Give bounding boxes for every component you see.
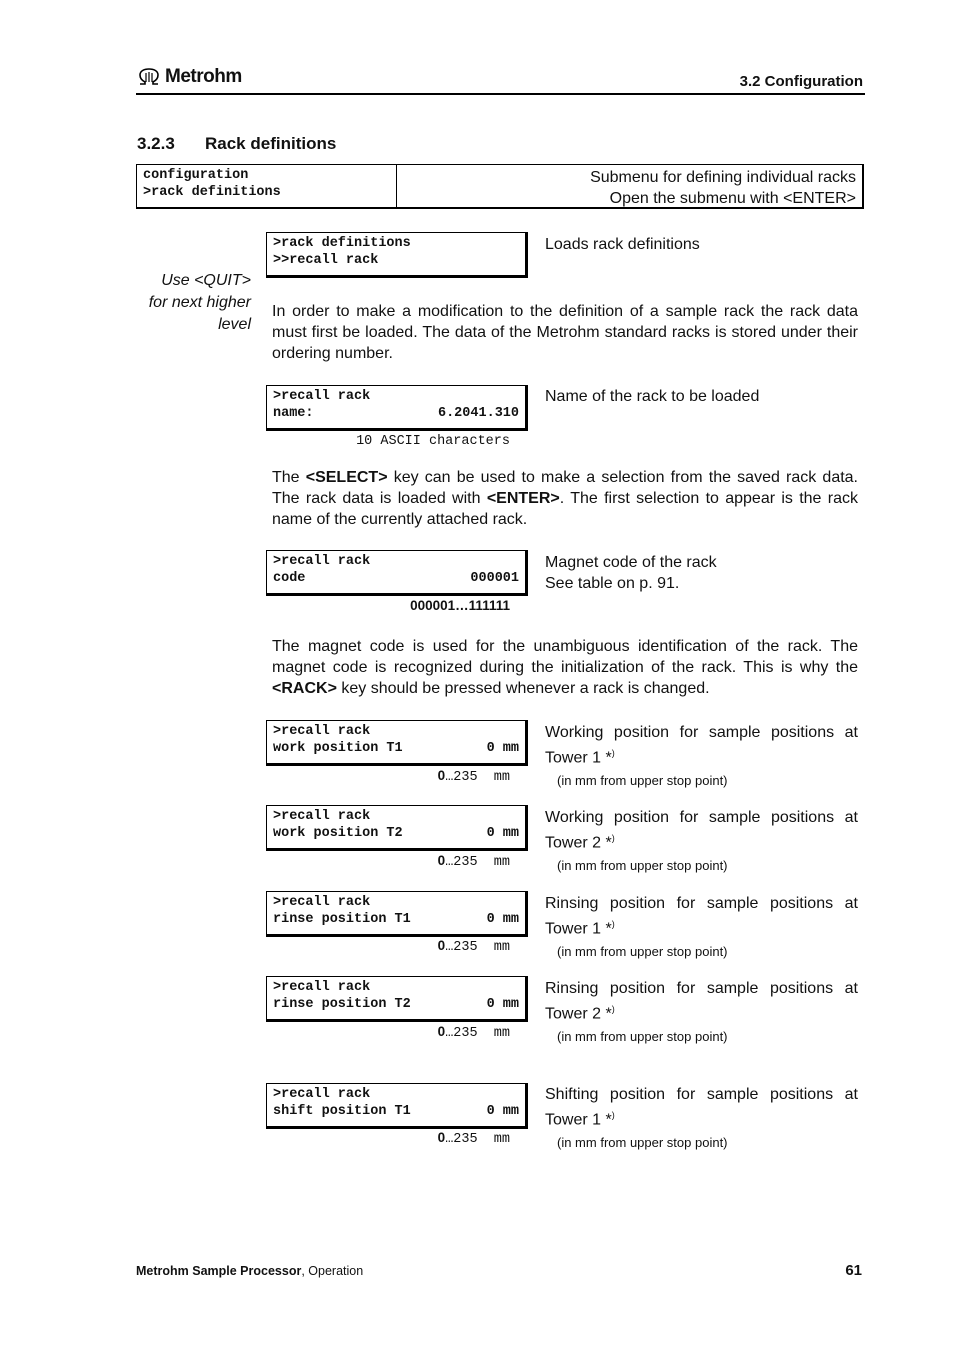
body-paragraph: In order to make a modification to the definition of a sample rack the rack data must first be loaded. The data of the Metrohm standard racks is stored under their ordering number. (272, 303, 858, 362)
body-paragraph (272, 636, 858, 699)
menu-path-line-2: >rack definitions (143, 185, 281, 200)
lcd-line-2-value: 0 mm (486, 741, 519, 756)
range-min: 0 (437, 938, 446, 953)
para-text: The magnet code is used for the unambiguous identification of the rack. The magnet code is recognized during the initialization of the rack. This is why the (272, 638, 858, 676)
lcd-display (266, 720, 528, 766)
value-range (410, 598, 510, 613)
lcd-description: Loads rack definitions (545, 236, 700, 253)
para-text: key can be used to make a selection from the saved rack data. The rack data is loaded with (272, 469, 859, 507)
lcd-line-2-label: work position T2 (273, 826, 403, 841)
menu-path-line-1: configuration (143, 168, 249, 183)
lcd-line-2-value: 0 mm (486, 1104, 519, 1119)
lcd-description (545, 978, 858, 1047)
lcd-line-2-value: 000001 (470, 571, 519, 586)
range-min: 0 (437, 768, 446, 783)
key-enter: <ENTER> (486, 490, 560, 507)
lcd-line-1: >recall rack (273, 554, 371, 569)
margin-note (100, 270, 251, 336)
desc-text: Working position for sample positions at Tower 2 * (545, 809, 858, 852)
lcd-line-2-value: 0 mm (486, 826, 519, 841)
range-text: 10 ASCII characters (356, 434, 510, 449)
lcd-line-2-label: rinse position T1 (273, 912, 411, 927)
desc-note: (in mm from upper stop point) (557, 944, 728, 960)
menu-desc-line-1: Submenu for defining individual racks (590, 169, 856, 186)
value-range (356, 432, 510, 449)
desc-note: (in mm from upper stop point) (557, 1029, 728, 1045)
lcd-line-1: >recall rack (273, 895, 371, 910)
range-text: 000001…111111 (410, 598, 510, 613)
para-text: key should be pressed whenever a rack is changed. (336, 680, 710, 697)
desc-text: Rinsing position for sample positions at Tower 2 * (545, 980, 858, 1023)
lcd-line-2-label: rinse position T2 (273, 997, 411, 1012)
footer-title (136, 1264, 363, 1278)
menu-path-cell (137, 165, 397, 207)
body-paragraph (272, 467, 858, 530)
range-min: 0 (437, 853, 446, 868)
range-rest: …235 mm (445, 1026, 510, 1041)
section-title: Rack definitions (205, 134, 337, 153)
footnote-mark: ) (611, 833, 615, 843)
lcd-line-1: >recall rack (273, 809, 371, 824)
footnote-mark: ) (611, 748, 615, 758)
desc-note: (in mm from upper stop point) (557, 773, 728, 789)
value-range (438, 938, 510, 955)
lcd-display (266, 232, 528, 278)
header-divider (136, 93, 865, 95)
lcd-display (266, 891, 528, 937)
lcd-description (545, 722, 858, 791)
value-range (438, 1024, 510, 1041)
footer-product: Metrohm Sample Processor (136, 1264, 302, 1278)
lcd-line-1: >rack definitions (273, 236, 411, 251)
lcd-description (545, 893, 858, 962)
range-min: 0 (437, 1024, 446, 1039)
lcd-line-1: >recall rack (273, 980, 371, 995)
desc-text: Working position for sample positions at Tower 1 * (545, 724, 858, 767)
para-text: . The first selection to appear is the rack name of the currently attached rack. (272, 490, 858, 528)
lcd-line-1: >recall rack (273, 389, 371, 404)
lcd-description (545, 552, 858, 594)
value-range (438, 853, 510, 870)
footer-suffix: , Operation (301, 1264, 364, 1278)
lcd-line-1: >recall rack (273, 1087, 371, 1102)
lcd-line-2-label: work position T1 (273, 741, 403, 756)
para-text: The (272, 469, 306, 486)
desc-line-1: Magnet code of the rack (545, 554, 717, 571)
range-rest: …235 mm (445, 770, 510, 785)
lcd-line-2-label: name: (273, 406, 314, 421)
margin-note-line-3: level (218, 316, 251, 333)
lcd-line-1: >recall rack (273, 724, 371, 739)
margin-note-line-2: for next higher (148, 294, 251, 311)
range-rest: …235 mm (445, 1132, 510, 1147)
menu-description-cell (397, 165, 862, 207)
range-min: 0 (437, 1130, 446, 1145)
lcd-display (266, 1083, 528, 1129)
lcd-line-2: >>recall rack (273, 253, 379, 268)
range-rest: …235 mm (445, 940, 510, 955)
menu-table (136, 164, 864, 209)
omega-logo-icon (137, 68, 161, 86)
lcd-display (266, 805, 528, 851)
footnote-mark: ) (611, 1004, 615, 1014)
value-range (438, 768, 510, 785)
lcd-line-2-value: 0 mm (486, 997, 519, 1012)
lcd-display (266, 385, 528, 431)
value-range (438, 1130, 510, 1147)
lcd-display (266, 550, 528, 596)
page-number: 61 (845, 1262, 862, 1279)
lcd-line-2-label: code (273, 571, 306, 586)
lcd-description (545, 1084, 858, 1153)
section-number: 3.2.3 (137, 134, 175, 153)
lcd-description: Name of the rack to be loaded (545, 388, 760, 405)
lcd-line-2-value: 6.2041.310 (437, 406, 519, 421)
range-rest: …235 mm (445, 855, 510, 870)
desc-line-2: See table on p. 91. (545, 575, 680, 592)
desc-note: (in mm from upper stop point) (557, 1135, 728, 1151)
brand-name: Metrohm (165, 66, 242, 87)
margin-note-line-1: Use <QUIT> (161, 272, 251, 289)
key-select: <SELECT> (305, 469, 388, 486)
lcd-line-2-value: 0 mm (486, 912, 519, 927)
desc-text: Rinsing position for sample positions at Tower 1 * (545, 895, 858, 938)
lcd-display (266, 976, 528, 1022)
lcd-description (545, 807, 858, 876)
desc-text: Shifting position for sample positions at Tower 1 * (545, 1086, 858, 1129)
menu-desc-line-2: Open the submenu with <ENTER> (609, 190, 856, 207)
footnote-mark: ) (611, 1110, 615, 1120)
header-section-title: 3.2 Configuration (739, 73, 863, 90)
metrohm-logo (137, 66, 242, 88)
footnote-mark: ) (611, 919, 615, 929)
desc-note: (in mm from upper stop point) (557, 858, 728, 874)
key-rack: <RACK> (272, 680, 337, 697)
lcd-line-2-label: shift position T1 (273, 1104, 411, 1119)
